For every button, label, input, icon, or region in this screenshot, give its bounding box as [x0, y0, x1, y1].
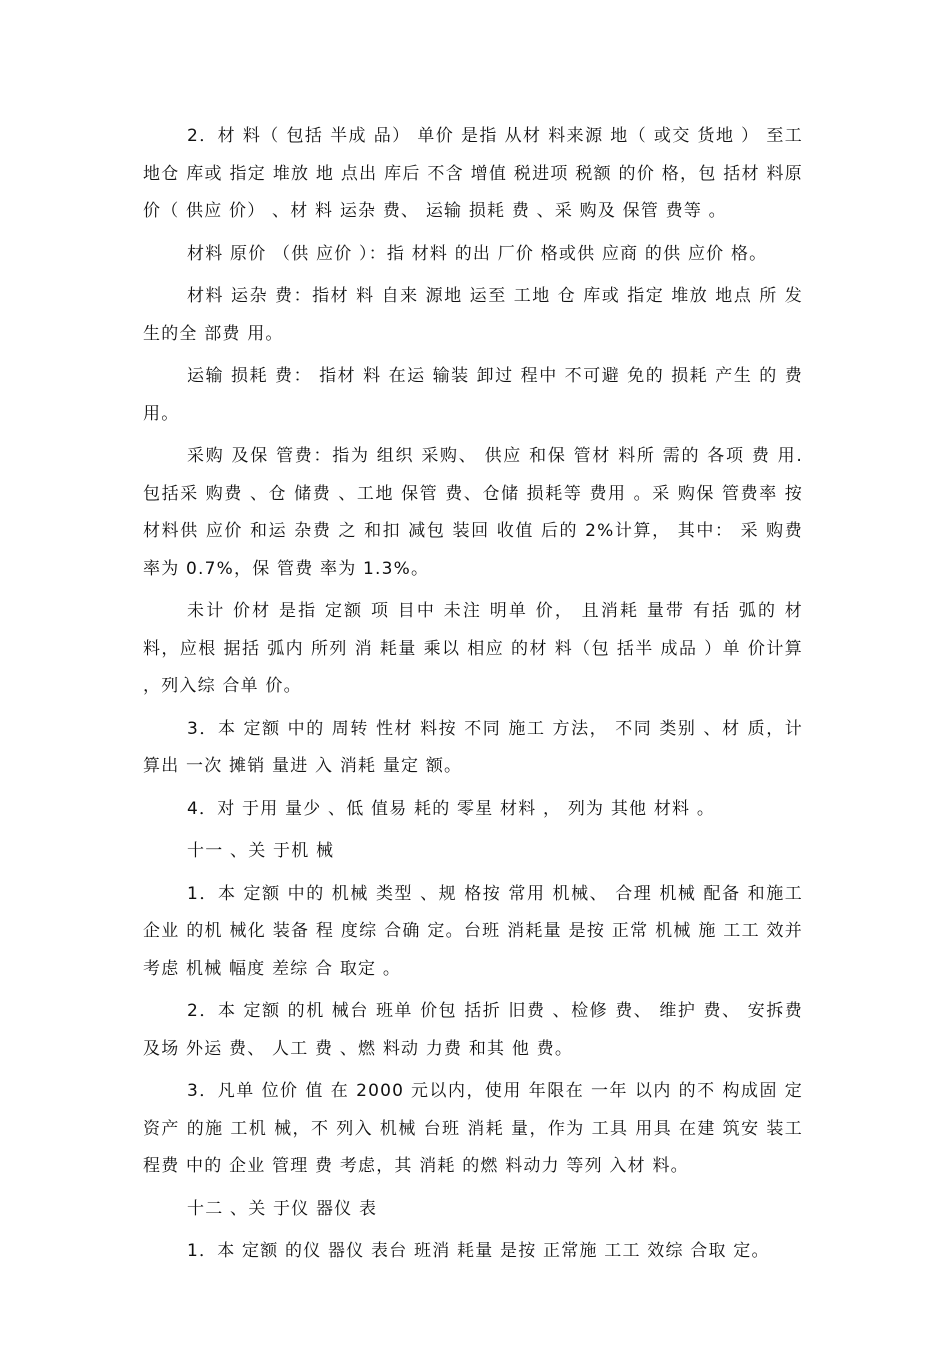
section-heading-machinery: 十一 、关 于机 械	[187, 841, 335, 861]
paragraph-sundry-material: 4．对 于用 量少 、低 值易 耗的 零星 材料 ， 列为 其他 材料 。	[187, 798, 716, 819]
paragraph-small-machinery: 3．凡单 位价 值 在 2000 元以内，使用 年限在 一年 以内 的不 构成固 定资产 的施 工机 械，不 列入 机械 台班 消耗 量，作为 工具 用具 在建 筑安 装工程费 中的 企业 管理 费 考虑，其 消耗 的燃 料动力 等列 入材 料。	[143, 1081, 803, 1176]
paragraph-unpriced-material: 未计 价材 是指 定额 项 目中 未注 明单 价， 且消耗 量带 有括 弧的 材 料，应根 据括 弧内 所列 消 耗量 乘以 相应 的材 料（包 括半 成品 ）单 价计算 ，列入综 合单 价。	[143, 601, 803, 696]
paragraph-material-original-price: 材料 原价 （供 应价 ）：指 材料 的出 厂价 格或供 应商 的供 应价 格。	[187, 243, 768, 264]
document-body	[143, 118, 803, 1276]
paragraph-instrument-consumption: 1．本 定额 的仪 器仪 表台 班消 耗量 是按 正常施 工工 效综 合取 定。	[187, 1241, 770, 1261]
section-heading-instruments: 十二 、关 于仪 器仪 表	[187, 1198, 378, 1219]
paragraph-material-unit-price: 2．材 料（ 包括 半成 品） 单价 是指 从材 料来源 地（ 或交 货地 ） 至工地仓 库或 指定 堆放 地 点出 库后 不含 增值 税进项 税额 的价 格，包 括材 料原价（ 供应 价） 、材 料 运杂 费、 运输 损耗 费 、采 购及 保管 费等 。	[143, 126, 803, 221]
paragraph-machinery-types: 1．本 定额 中的 机械 类型 、规 格按 常用 机械、 合理 机械 配备 和施工企业 的机 械化 装备 程 度综 合确 定。台班 消耗量 是按 正常 机械 施 工工 效并考虑 机械 幅度 差综 合 取定 。	[143, 883, 803, 979]
paragraph-machinery-shift-price: 2．本 定额 的机 械台 班单 价包 括折 旧费 、检修 费、 维护 费、 安拆费及场 外运 费、 人工 费 、燃 料动 力费 和其 他 费。	[143, 1001, 803, 1059]
paragraph-turnover-material: 3．本 定额 中的 周转 性材 料按 不同 施工 方法， 不同 类别 、材 质，计算出 一次 摊销 量进 入 消耗 量定 额。	[143, 718, 803, 776]
paragraph-freight-cost: 材料 运杂 费：指材 料 自来 源地 运至 工地 仓 库或 指定 堆放 地点 所 发生的全 部费 用。	[143, 286, 803, 344]
paragraph-transport-loss: 运输 损耗 费： 指材 料 在运 输装 卸过 程中 不可避 免的 损耗 产生 的 费用。	[143, 366, 803, 424]
paragraph-procurement-storage: 采购 及保 管费：指为 组织 采购、 供应 和保 管材 料所 需的 各项 费 用. 包括采 购费 、仓 储费 、工地 保管 费、仓储 损耗等 费用 。采 购保 管费率 按材料供 应价 和运 杂费 之 和扣 减包 装回 收值 后的 2%计算， 其中： 采 购费 率为 0.7%，保 管费 率为 1.3%。	[143, 446, 803, 579]
